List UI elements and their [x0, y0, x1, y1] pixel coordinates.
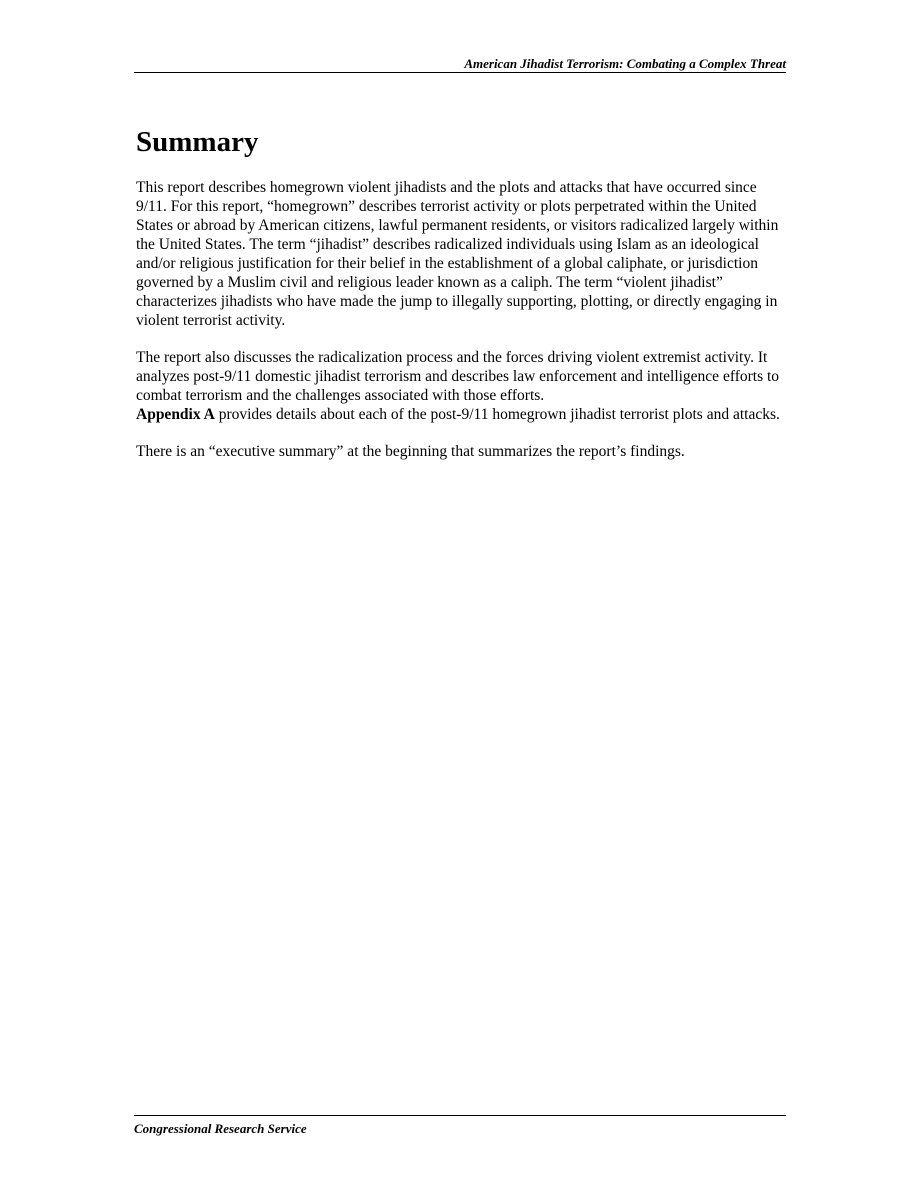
summary-paragraph-3: There is an “executive summary” at the beginning that summarizes the report’s findings.	[136, 443, 685, 460]
summary-paragraph-2-tail: provides details about each of the post-9/11 homegrown jihadist terrorist plots and attacks.	[214, 406, 780, 423]
footer-organization: Congressional Research Service	[134, 1121, 307, 1136]
appendix-a-reference: Appendix A	[136, 406, 215, 423]
running-header-title: American Jihadist Terrorism: Combating a Complex Threat	[464, 56, 786, 71]
summary-paragraph-2	[136, 348, 788, 424]
summary-paragraph-1: This report describes homegrown violent jihadists and the plots and attacks that have occurred since 9/11. For this report, “homegrown” describes terrorist activity or plots perpetrated within the United States or abroad by American citizens, lawful permanent residents, or visitors radicalized largely within the United States. The term “jihadist” describes radicalized individuals using Islam as an ideological and/or religious justification for their belief in the establishment of a global caliphate, or jurisdiction governed by a Muslim civil and religious leader known as a caliph. The term “violent jihadist” characterizes jihadists who have made the jump to illegally supporting, plotting, or directly engaging in violent terrorist activity.	[136, 179, 779, 329]
summary-paragraph-2-text: The report also discusses the radicalization process and the forces driving violent extremist activity. It analyzes post-9/11 domestic jihadist terrorism and describes law enforcement and intelligence efforts to combat terrorism and the challenges associated with those efforts.	[136, 349, 780, 404]
running-footer	[134, 1115, 786, 1137]
summary-body	[136, 178, 788, 479]
running-header	[134, 55, 786, 73]
page-title: Summary	[136, 126, 259, 158]
